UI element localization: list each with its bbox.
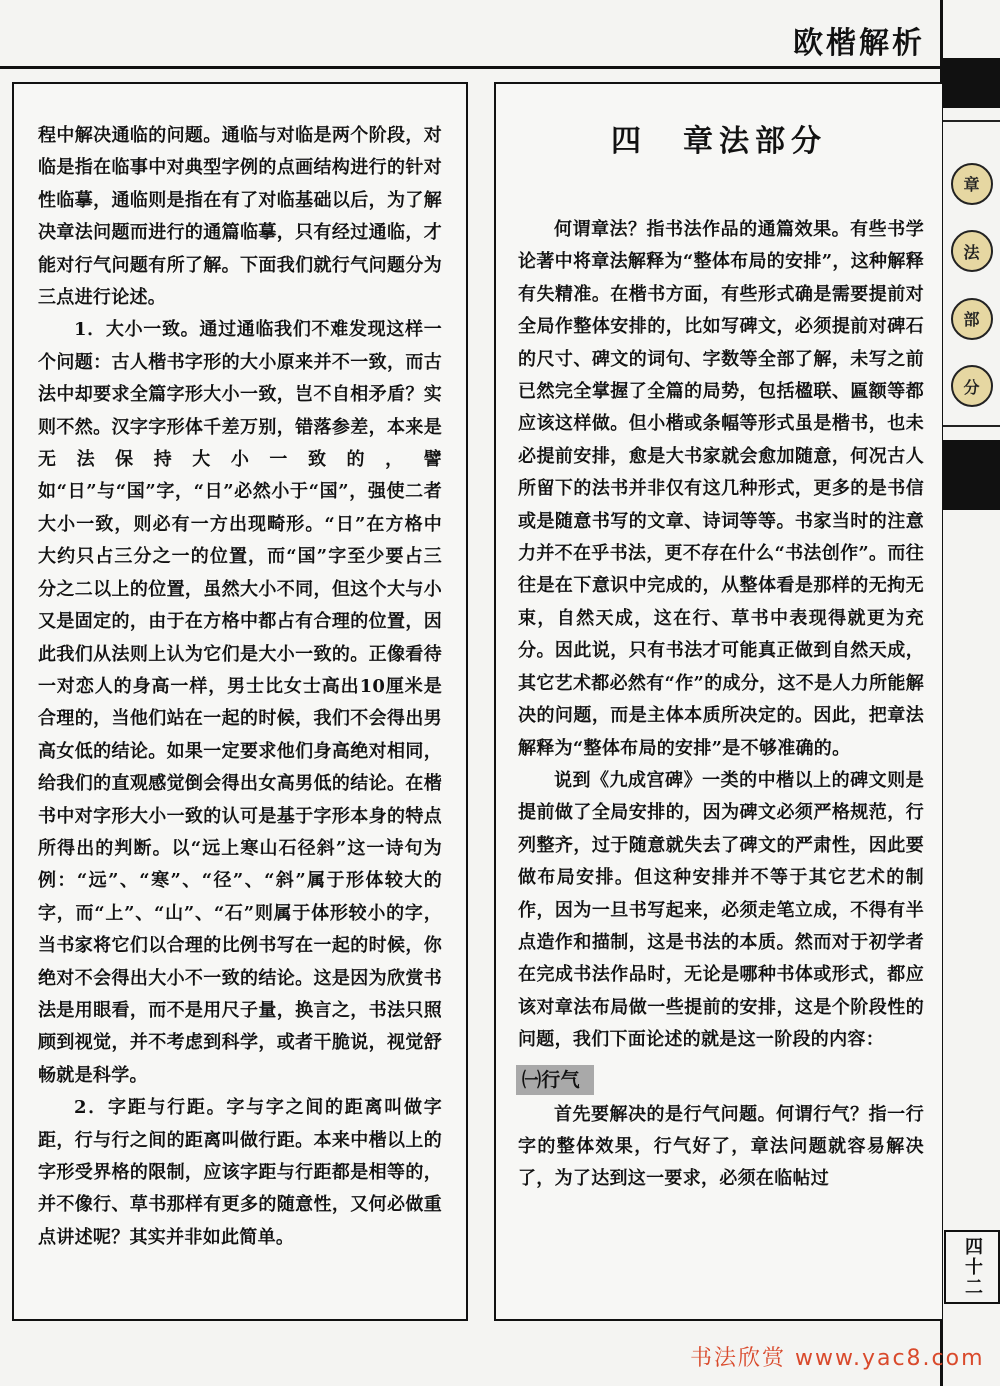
side-tab-char: 章 (951, 163, 993, 205)
paragraph: 程中解决通临的问题。通临与对临是两个阶段，对临是指在临事中对典型字例的点画结构进行的针对性临摹，通临则是指在有了对临基础以后，为了解决章法问题而进行的通篇临摹，只有经过通临，才能对行气问题有所了解。下面我们就行气问题分为三点进行论述。 (38, 125, 442, 309)
header-rule (0, 66, 940, 69)
subsection-heading: ㈠行气 (516, 1065, 594, 1095)
paragraph: 何谓章法？指书法作品的通篇效果。有些书学论著中将章法解释为“整体布局的安排”，这种解释有失精准。在楷书方面，有些形式确是需要提前对全局作整体安排的，比如写碑文，必须提前对碑石的尺寸、碑文的词句、字数等全部了解，未写之前已然完全掌握了全篇的局势，包括楹联、匾额等都应该这样做。但小楷或条幅等形式虽是楷书，也未必提前安排，愈是大书家就会愈加随意，何况古人所留下的法书并非仅有这几种形式，更多的是书信或是随意书写的文章、诗词等等。书家当时的注意力并不在乎书法，更不存在什么“书法创作”。而往往是在下意识中完成的，从整体看是那样的无拘无束，自然天成，这在行、草书中表现得就更为充分。因此说，只有书法才可能真正做到自然天成，其它艺术都必然有“作”的成分，这不是人力所能解决的问题，而是主体本质所决定的。因此，把章法解释为“整体布局的安排”是不够准确的。 (518, 219, 924, 759)
edge-band-top (943, 58, 1000, 108)
side-tab-char: 部 (951, 298, 993, 340)
right-column-body (518, 214, 924, 1196)
side-tab-char: 分 (951, 365, 993, 407)
edge-band-middle (943, 440, 1000, 510)
site-watermark: 书法欣赏 www.yac8.com (690, 1346, 985, 1371)
left-text-column (12, 82, 468, 1321)
paragraph: 首先要解决的是行气问题。何谓行气？指一行字的整体效果，行气好了，章法问题就容易解决了，为了达到这一要求，必须在临帖过 (518, 1103, 924, 1190)
page-number: 四十二 (944, 1230, 1000, 1304)
section-heading: 四 章法部分 (611, 124, 827, 159)
paragraph: 2．字距与行距。字与字之间的距离叫做字距，行与行之间的距离叫做行距。本来中楷以上的字形受界格的限制，应该字距与行距都是相等的，并不像行、草书那样有更多的随意性，又何必做重点讲述呢？其实并非如此简单。 (38, 1097, 442, 1248)
section-side-tab (943, 150, 1000, 420)
paragraph: 1．大小一致。通过通临我们不难发现这样一个问题：古人楷书字形的大小原来并不一致，而古法中却要求全篇字形大小一致，岂不自相矛盾？实则不然。汉字字形体千差万别，错落参差，本来是无法保持大小一致的，譬如“日”与“国”字，“日”必然小于“国”，强使二者大小一致，则必有一方出现畸形。“日”在方格中大约只占三分之一的位置，而“国”字至少要占三分之二以上的位置，虽然大小不同，但这个大与小又是固定的，由于在方格中都占有合理的位置，因此我们从法则上认为它们是大小一致的。正像看待一对恋人的身高一样，男士比女士高出10厘米是合理的，当他们站在一起的时候，我们不会得出男高女低的结论。如果一定要求他们身高绝对相同，给我们的直观感觉倒会得出女高男低的结论。在楷书中对字形大小一致的认可是基于字形本身的特点所得出的判断。以“远上寒山石径斜”这一诗句为例：“远”、“寒”、“径”、“斜”属于形体较大的字，而“上”、“山”、“石”则属于体形较小的字，当书家将它们以合理的比例书写在一起的时候，你绝对不会得出大小不一致的结论。这是因为欣赏书法是用眼看，而不是用尺子量，换言之，书法只照顾到视觉，并不考虑到科学，或者干脆说，视觉舒畅就是科学。 (38, 319, 442, 1086)
left-column-body (38, 120, 442, 1254)
paragraph: 说到《九成宫碑》一类的中楷以上的碑文则是提前做了全局安排的，因为碑文必须严格规范，行列整齐，过于随意就失去了碑文的严肃性，因此要做布局安排。但这种安排并不等于其它艺术的制作，因为一旦书写起来，必须走笔立成，不得有半点造作和描制，这是书法的本质。然而对于初学者在完成书法作品时，无论是哪种书体或形式，都应该对章法布局做一些提前的安排，这是个阶段性的问题，我们下面论述的就是这一阶段的内容： (518, 769, 924, 1051)
page-header-title: 欧楷解析 (793, 26, 925, 61)
right-text-column (494, 82, 942, 1321)
edge-rule (943, 120, 1000, 122)
edge-rule (943, 425, 1000, 427)
side-tab-char: 法 (951, 230, 993, 272)
